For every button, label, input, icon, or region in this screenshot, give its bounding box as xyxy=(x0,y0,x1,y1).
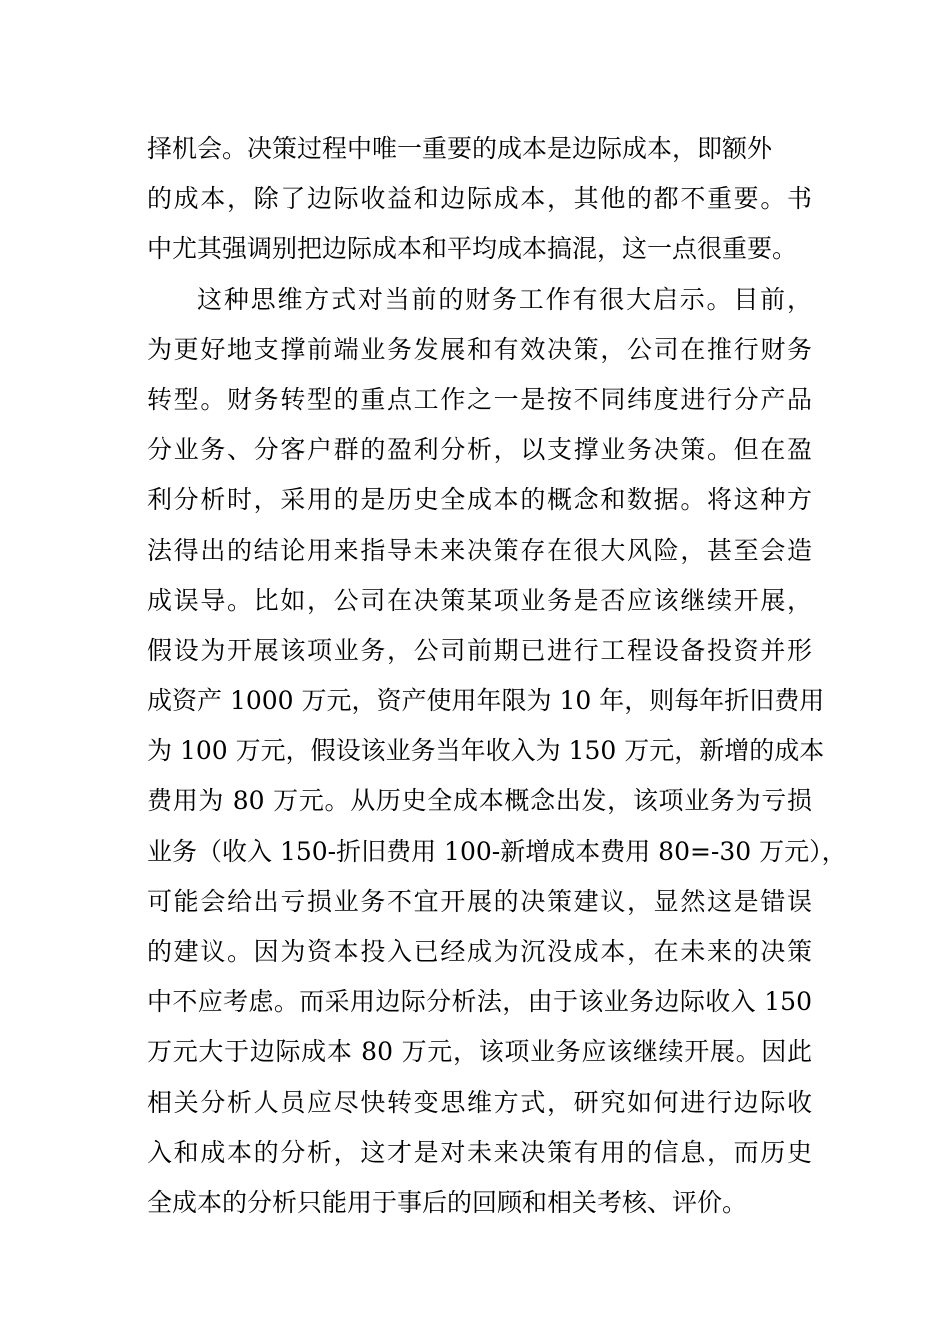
paragraph-line: 择机会。决策过程中唯一重要的成本是边际成本，即额外 xyxy=(147,134,773,163)
paragraph-line: 利分析时，采用的是历史全成本的概念和数据。将这种方 xyxy=(147,485,812,515)
paragraph-line: 成误导。比如，公司在决策某项业务是否应该继续开展， xyxy=(147,585,812,615)
paragraph-line: 中尤其强调别把边际成本和平均成本搞混，这一点很重要。 xyxy=(147,234,798,264)
paragraph-line: 相关分析人员应尽快转变思维方式，研究如何进行边际收 xyxy=(147,1087,812,1117)
paragraph-line: 入和成本的分析，这才是对未来决策有用的信息，而历史 xyxy=(147,1137,812,1167)
paragraph-line: 费用为 80 万元。从历史全成本概念出发，该项业务为亏损 xyxy=(147,786,812,816)
paragraph-line: 为更好地支撑前端业务发展和有效决策，公司在推行财务 xyxy=(147,334,812,364)
paragraph-line: 的建议。因为资本投入已经成为沉没成本，在未来的决策 xyxy=(147,937,812,966)
paragraph-line: 转型。财务转型的重点工作之一是按不同纬度进行分产品 xyxy=(147,384,812,414)
paragraph-line: 成资产 1000 万元，资产使用年限为 10 年，则每年折旧费用 xyxy=(147,686,825,716)
paragraph-line: 的成本，除了边际收益和边际成本，其他的都不重要。书 xyxy=(147,184,812,214)
paragraph-line: 中不应考虑。而采用边际分析法，由于该业务边际收入 150 xyxy=(147,987,812,1017)
paragraph-line: 万元大于边际成本 80 万元，该项业务应该继续开展。因此 xyxy=(147,1037,812,1067)
paragraph-line: 假设为开展该项业务，公司前期已进行工程设备投资并形 xyxy=(147,635,812,665)
paragraph-line: 业务（收入 150-折旧费用 100-新增成本费用 80=-30 万元）， xyxy=(147,836,847,866)
paragraph-line: 全成本的分析只能用于事后的回顾和相关考核、评价。 xyxy=(147,1187,748,1217)
paragraph-line: 可能会给出亏损业务不宜开展的决策建议，显然这是错误 xyxy=(147,886,812,916)
paragraph-line: 分业务、分客户群的盈利分析，以支撑业务决策。但在盈 xyxy=(147,435,812,465)
body-text xyxy=(147,124,847,1228)
paragraph-line: 法得出的结论用来指导未来决策存在很大风险，甚至会造 xyxy=(147,535,812,565)
paragraph-first-line: 这种思维方式对当前的财务工作有很大启示。目前， xyxy=(197,284,812,314)
paragraph-line: 为 100 万元，假设该业务当年收入为 150 万元，新增的成本 xyxy=(147,736,825,766)
